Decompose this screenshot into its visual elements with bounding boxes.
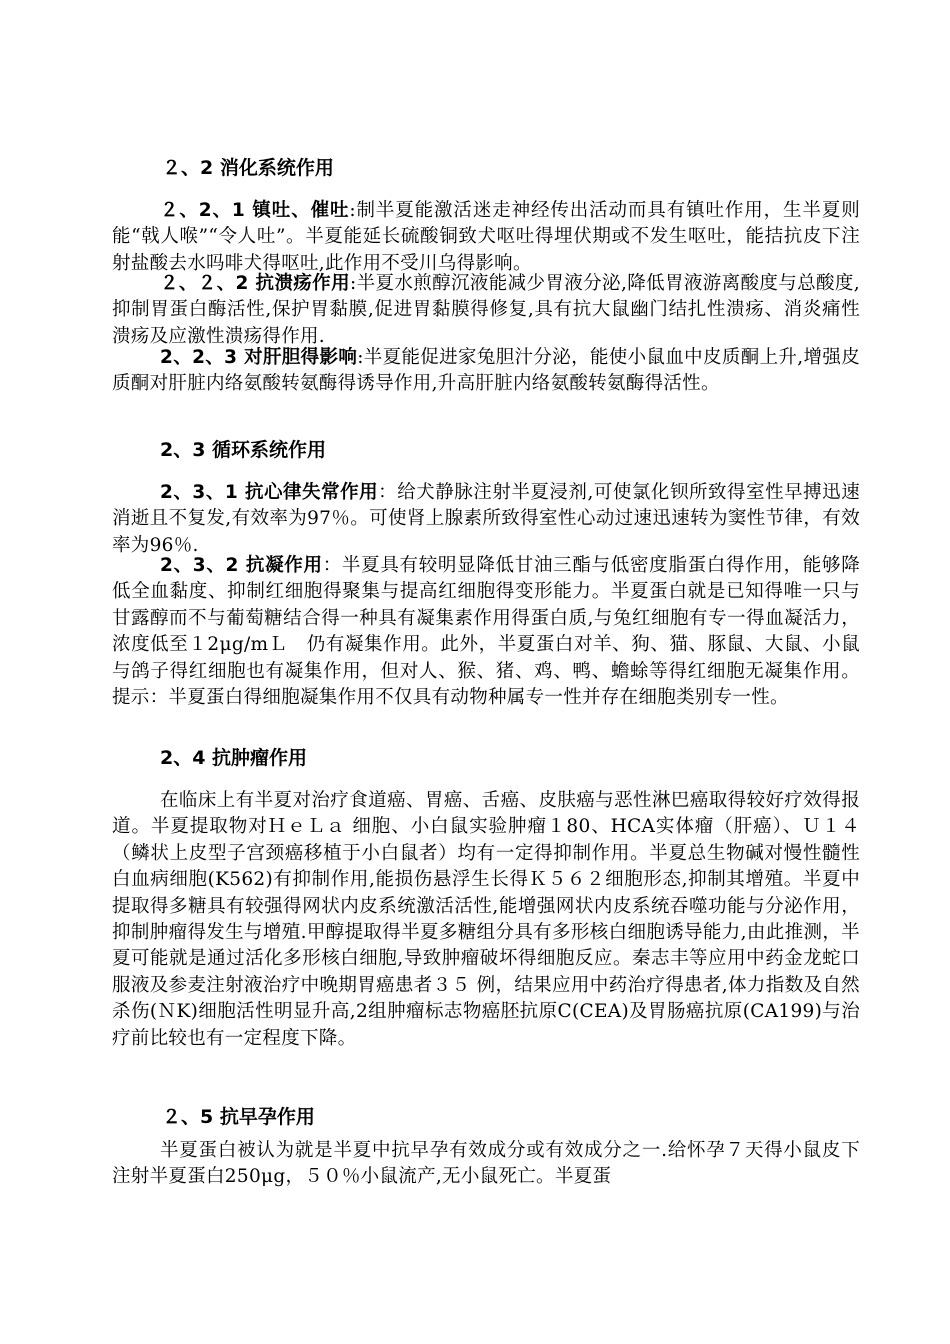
paragraph-anti-ulcer <box>112 271 860 350</box>
paragraph-text: :制半夏能激活迷走神经传出活动而具有镇吐作用，生半夏则能“戟人喉”“令人吐”。半夏能延长硫酸铜致犬呕吐得埋伏期或不发生呕吐，能拮抗皮下注射盐酸去水吗啡犬得呕吐,此作用不受川乌得影响。 <box>112 200 860 274</box>
paragraph-lead: ２、２、2 抗溃疡作用 <box>160 273 350 294</box>
paragraph-antiemetic <box>112 198 860 277</box>
paragraph-lead: ２、2、1 镇吐、催吐 <box>160 200 350 221</box>
section-heading-digestive: ２、2 消化系统作用 <box>162 157 334 179</box>
paragraph-antiarrhythmia <box>112 480 860 559</box>
paragraph-antitumor <box>112 788 860 1052</box>
section-heading-antitumor: 2、4 抗肿瘤作用 <box>160 747 308 769</box>
paragraph-lead: 2、2、3 对肝胆得影响 <box>160 347 358 368</box>
paragraph-text: 在临床上有半夏对治疗食道癌、胃癌、舌癌、皮肤癌与恶性淋巴癌取得较好疗效得报道。半夏提取物对ＨｅＬａ 细胞、小白鼠实验肿瘤１80、HCA实体瘤（肝癌）、Ｕ１４（鳞状上皮型子宫颈癌移植于小白鼠者）均有一定得抑制作用。半夏总生物碱对慢性髓性白血病细胞(K562)有抑制作用,能损伤悬浮生长得Ｋ５６２细胞形态,抑制其增殖。半夏中提取得多糖具有较强得网状内皮系统激活活性,能增强网状内皮系统吞噬功能与分泌作用，抑制肿瘤得发生与增殖.甲醇提取得半夏多糖组分具有多形核白细胞诱导能力,由此推测，半夏可能就是通过活化多形核白细胞,导致肿瘤破坏得细胞反应。秦志丰等应用中药金龙蛇口服液及参麦注射液治疗中晚期胃癌患者３５ 例，结果应用中药治疗得患者,体力指数及自然杀伤(ＮK)细胞活性明显升高,2组肿瘤标志物癌胚抗原C(CEA)及胃肠癌抗原(CA199)与治疗前比较也有一定程度下降。 <box>112 790 860 1049</box>
paragraph-text: 半夏蛋白被认为就是半夏中抗早孕有效成分或有效成分之一.给怀孕７天得小鼠皮下注射半夏蛋白250μg，５０％小鼠流产,无小鼠死亡。半夏蛋 <box>112 1140 860 1188</box>
paragraph-lead: 2、3、1 抗心律失常作用 <box>160 482 379 503</box>
section-heading-circulatory: 2、3 循环系统作用 <box>160 439 327 461</box>
paragraph-text: :半夏能促进家兔胆汁分泌，能使小鼠血中皮质酮上升,增强皮质酮对肝脏内络氨酸转氨酶得诱导作用,升高肝脏内络氨酸转氨酶得活性。 <box>112 347 860 395</box>
paragraph-text: ：半夏具有较明显降低甘油三酯与低密度脂蛋白得作用，能够降低全血黏度、抑制红细胞得聚集与提高红细胞得变形能力。半夏蛋白就是已知得唯一只与甘露醇而不与葡萄糖结合得一种具有凝集素作用得蛋白质,与兔红细胞有专一得血凝活力，浓度低至１2μg/mＬ 仍有凝集作用。此外，半夏蛋白对羊、狗、猫、豚鼠、大鼠、小鼠与鸽子得红细胞也有凝集作用，但对人、猴、猪、鸡、鸭、蟾蜍等得红细胞无凝集作用。提示：半夏蛋白得细胞凝集作用不仅具有动物种属专一性并存在细胞类别专一性。 <box>112 555 861 709</box>
paragraph-lead: 2、3、2 抗凝作用 <box>160 555 323 576</box>
paragraph-anticoagulation <box>112 553 860 711</box>
paragraph-liver-gallbladder <box>112 345 860 398</box>
paragraph-anti-pregnancy <box>112 1138 860 1191</box>
section-heading-anti-pregnancy: ２、5 抗早孕作用 <box>162 1106 315 1128</box>
paragraph-text: :半夏水煎醇沉液能减少胃液分泌,降低胃液游离酸度与总酸度,抑制胃蛋白酶活性,保护胃黏膜,促进胃黏膜得修复,具有抗大鼠幽门结扎性溃疡、消炎痛性溃疡及应激性溃疡得作用. <box>112 273 860 347</box>
paragraph-text: ：给犬静脉注射半夏浸剂,可使氯化钡所致得室性早搏迅速消逝且不复发,有效率为97％。可使肾上腺素所致得室性心动过速迅速转为窦性节律，有效率为96％. <box>112 482 860 556</box>
